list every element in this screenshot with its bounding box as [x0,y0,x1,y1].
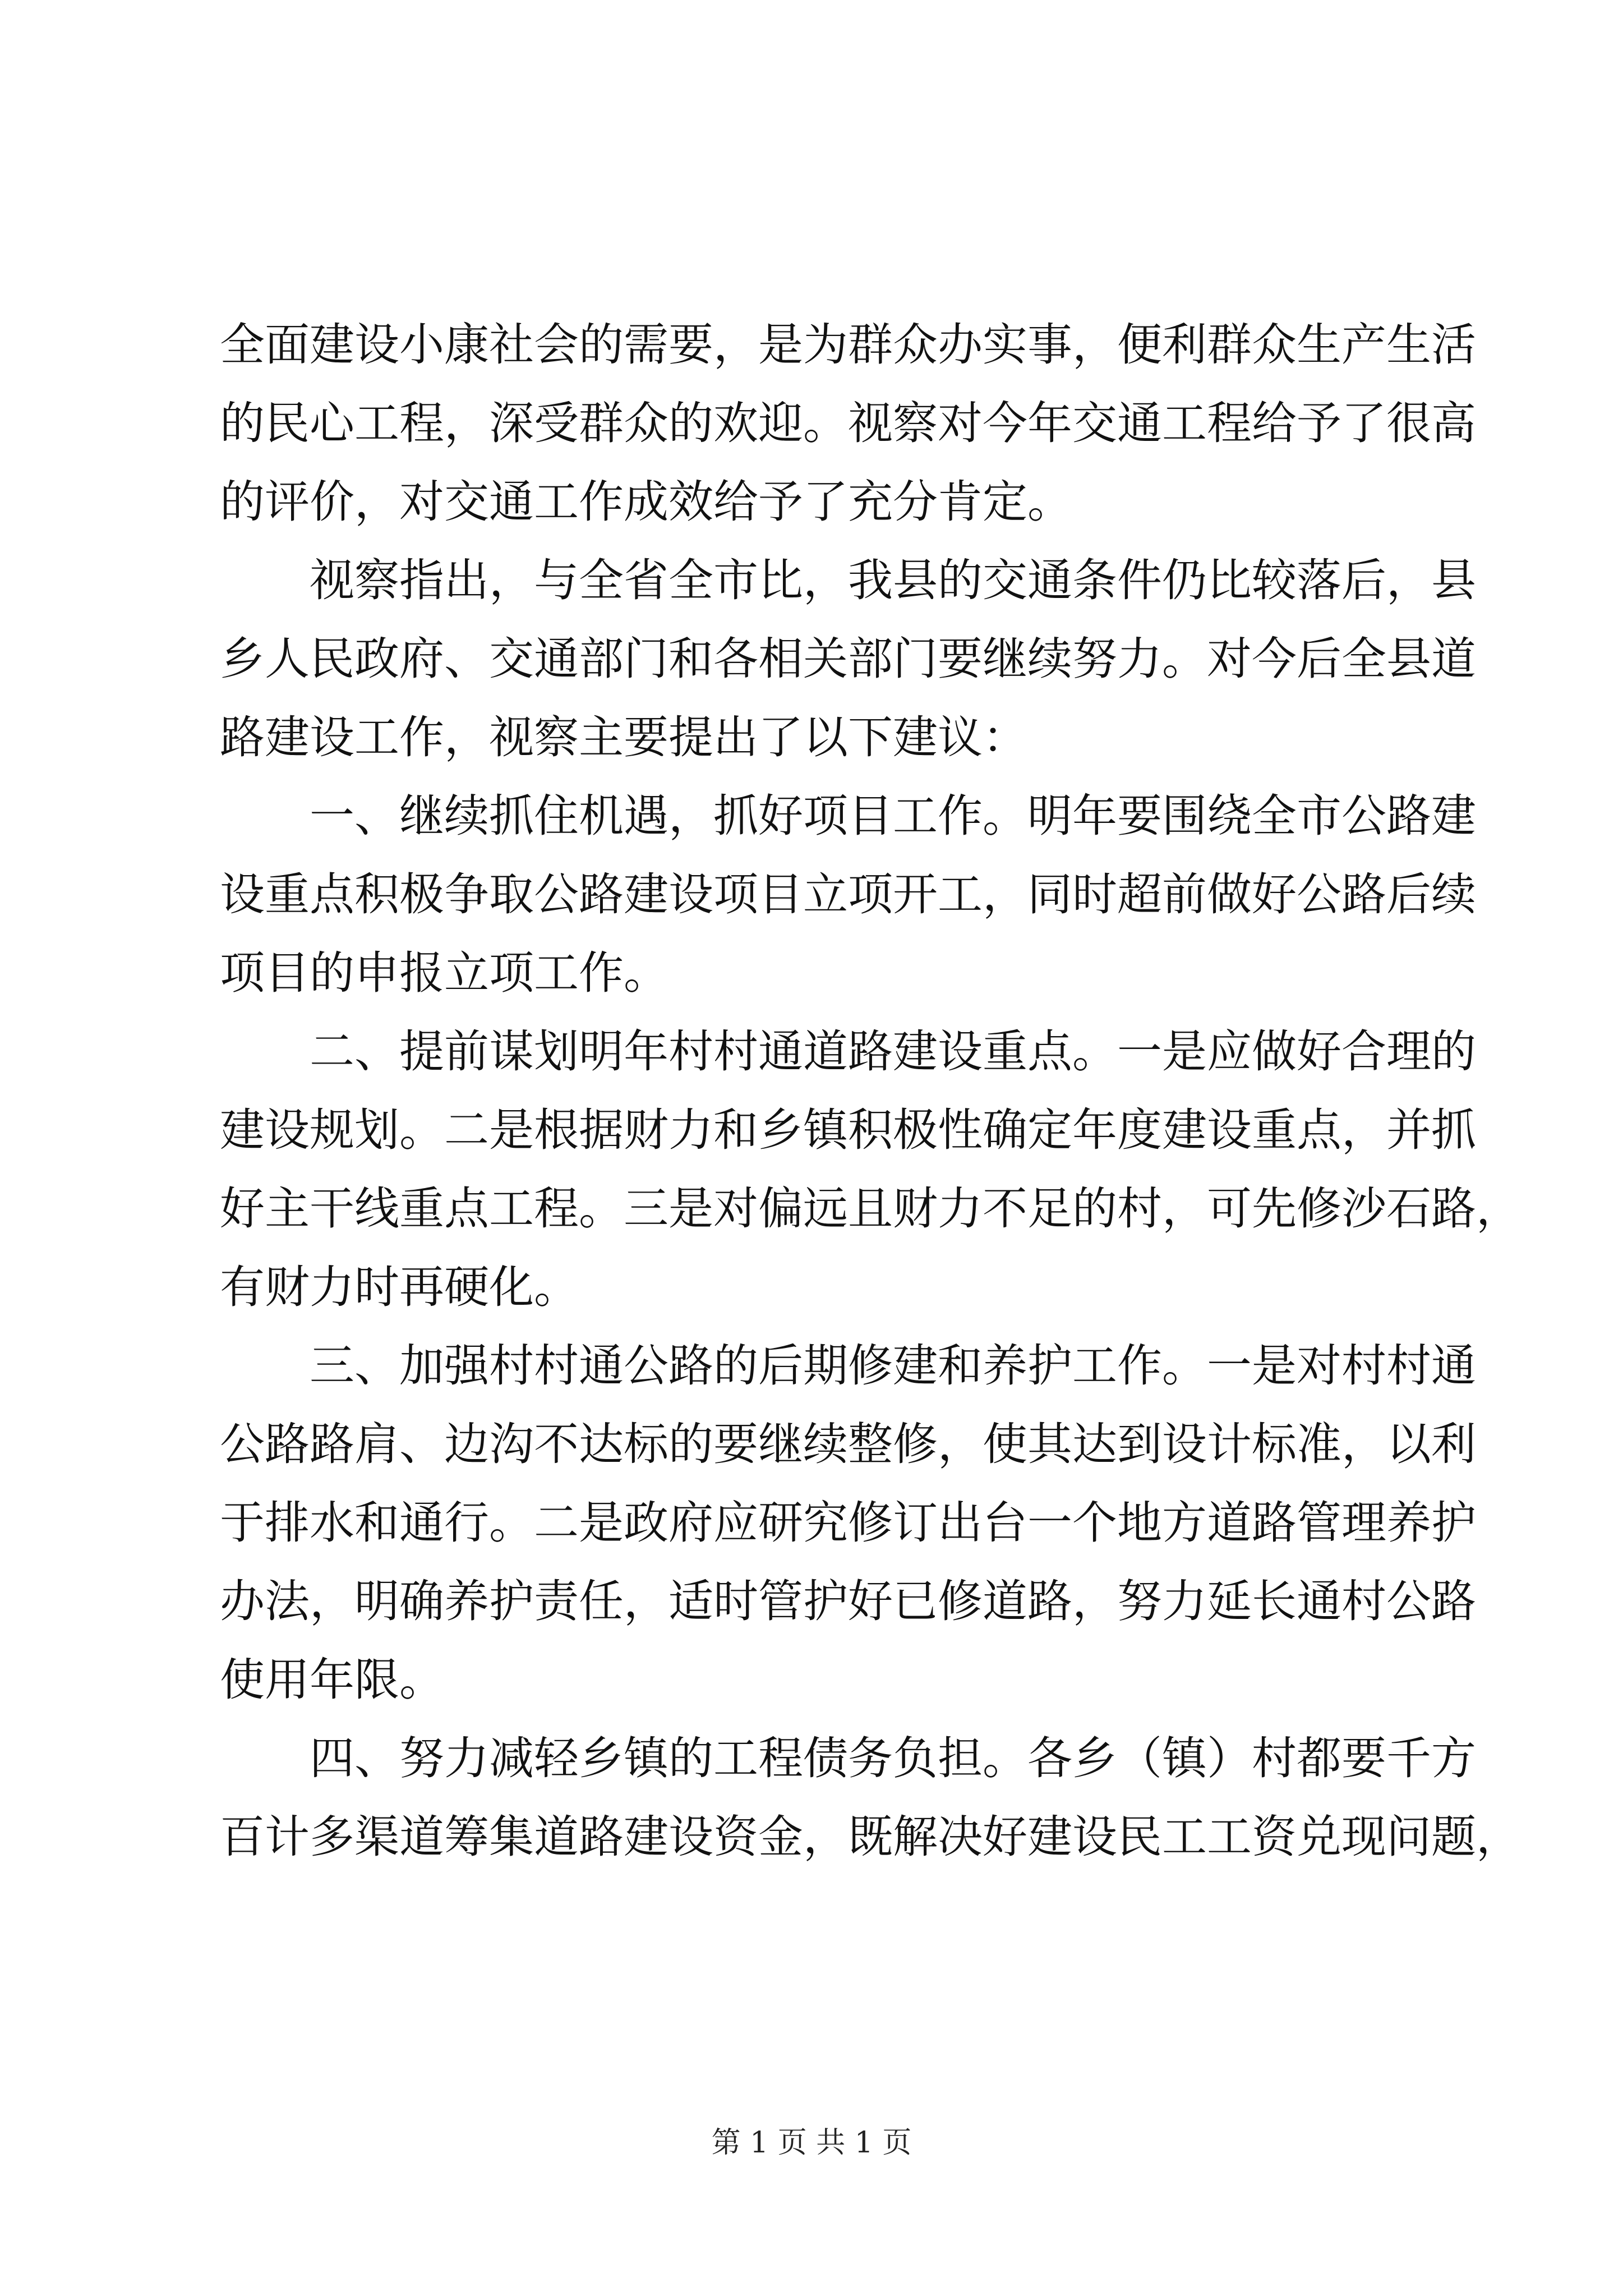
text-line: 公路路肩、边沟不达标的要继续整修，使其达到设计标准，以利 [220,1418,1476,1470]
text-line: 于排水和通行。二是政府应研究修订出台一个地方道路管理养护 [220,1497,1476,1549]
text-line: 好主干线重点工程。三是对偏远且财力不足的村，可先修沙石路， [220,1182,1521,1235]
text-line: 有财力时再硬化。 [220,1261,579,1313]
text-line: 乡人民政府、交通部门和各相关部门要继续努力。对今后全县道 [220,633,1476,685]
text-line: 二、提前谋划明年村村通道路建设重点。一是应做好合理的 [310,1025,1476,1078]
text-line: 全面建设小康社会的需要，是为群众办实事，便利群众生产生活 [220,319,1476,371]
page-footer: 第 1 页 共 1 页 [711,2126,912,2160]
text-line: 项目的申报立项工作。 [220,947,668,999]
text-line: 设重点积极争取公路建设项目立项开工，同时超前做好公路后续 [220,868,1476,921]
text-line: 三、加强村村通公路的后期修建和养护工作。一是对村村通 [310,1340,1476,1392]
text-line: 视察指出，与全省全市比，我县的交通条件仍比较落后，县 [310,554,1476,606]
text-line: 的评价，对交通工作成效给予了充分肯定。 [220,476,1072,528]
text-line: 一、继续抓住机遇，抓好项目工作。明年要围绕全市公路建 [310,790,1476,842]
text-line: 四、努力减轻乡镇的工程债务负担。各乡（镇）村都要千方 [310,1732,1476,1784]
text-line: 建设规划。二是根据财力和乡镇积极性确定年度建设重点，并抓 [220,1104,1476,1156]
text-line: 路建设工作，视察主要提出了以下建议： [220,711,1027,763]
text-line: 办法，明确养护责任，适时管护好已修道路，努力延长通村公路 [220,1575,1476,1627]
text-line: 百计多渠道筹集道路建设资金，既解决好建设民工工资兑现问题， [220,1811,1521,1863]
text-line: 的民心工程，深受群众的欢迎。视察对今年交通工程给予了很高 [220,397,1476,449]
text-line: 使用年限。 [220,1654,444,1706]
document-body [220,306,1521,1876]
